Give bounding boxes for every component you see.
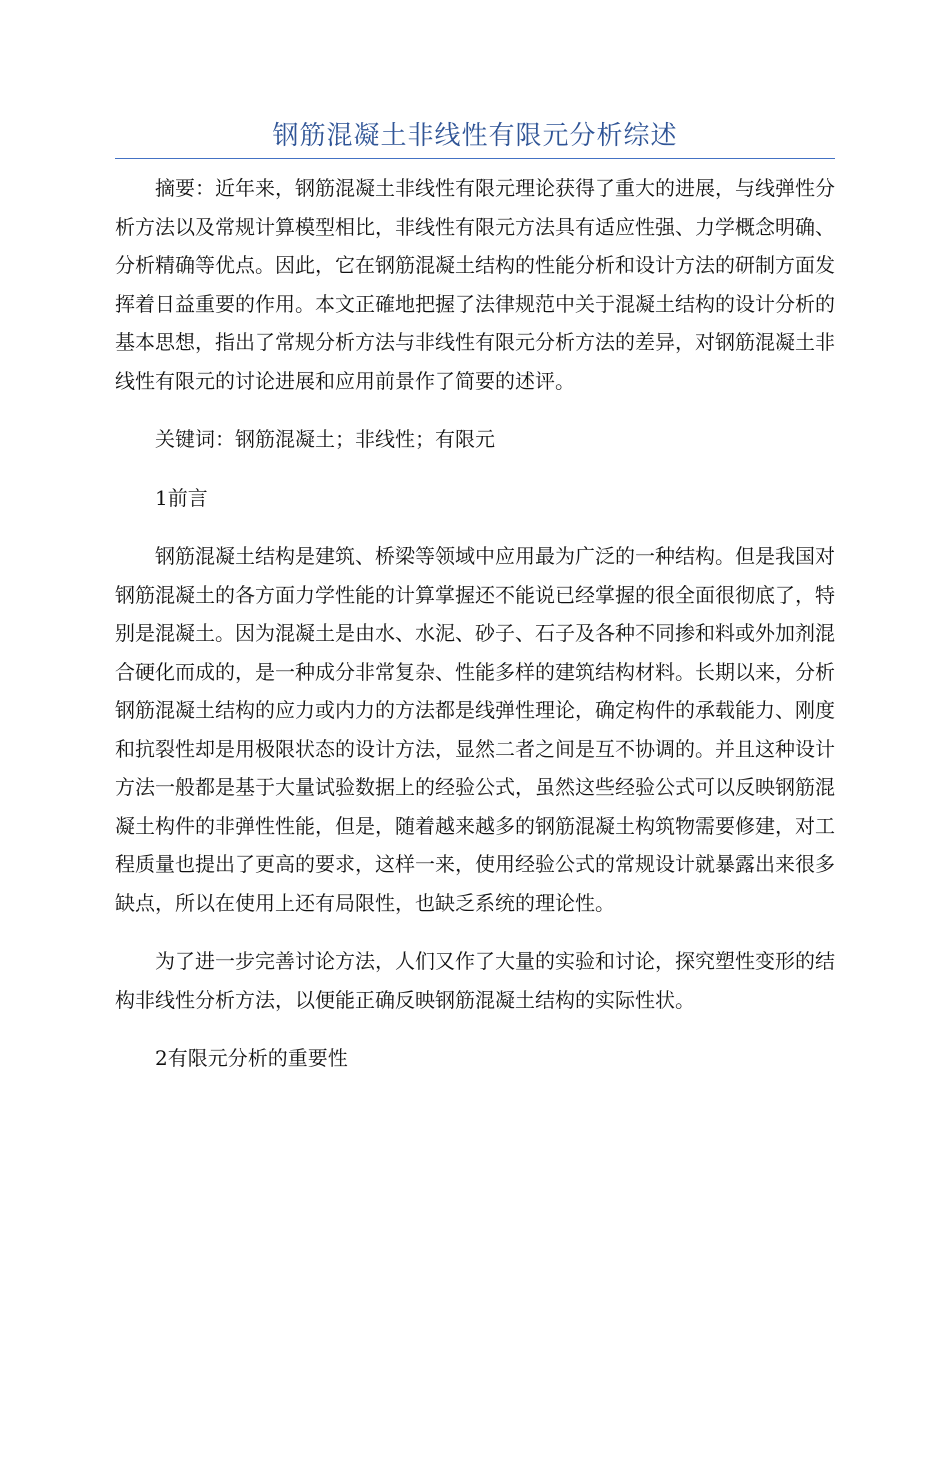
document-page xyxy=(0,116,950,1460)
section-heading-1: 1前言 xyxy=(155,485,208,510)
body-paragraph-1: 钢筋混凝土结构是建筑、桥梁等领域中应用最为广泛的一种结构。但是我国对钢筋混凝土的各方面力学性能的计算掌握还不能说已经掌握的很全面很彻底了，特别是混凝土。因为混凝土是由水、水泥、砂子、石子及各种不同掺和料或外加剂混合硬化而成的，是一种成分非常复杂、性能多样的建筑结构材料。长期以来，分析钢筋混凝土结构的应力或内力的方法都是线弹性理论，确定构件的承载能力、刚度和抗裂性却是用极限状态的设计方法，显然二者之间是互不协调的。并且这种设计方法一般都是基于大量试验数据上的经验公式，虽然这些经验公式可以反映钢筋混凝土构件的非弹性性能，但是，随着越来越多的钢筋混凝土构筑物需要修建，对工程质量也提出了更高的要求，这样一来，使用经验公式的常规设计就暴露出来很多缺点，所以在使用上还有局限性，也缺乏系统的理论性。 xyxy=(115,544,835,915)
document-body xyxy=(115,169,835,1078)
section-heading-2: 2有限元分析的重要性 xyxy=(155,1046,348,1070)
body-paragraph-2: 为了进一步完善讨论方法，人们又作了大量的实验和讨论，探究塑性变形的结构非线性分析方法，以便能正确反映钢筋混凝土结构的实际性状。 xyxy=(115,949,835,1012)
document-title: 钢筋混凝土非线性有限元分析综述 xyxy=(272,121,678,151)
keywords-paragraph: 关键词：钢筋混凝土；非线性；有限元 xyxy=(155,427,495,451)
abstract-paragraph: 摘要：近年来，钢筋混凝土非线性有限元理论获得了重大的进展，与线弹性分析方法以及常规计算模型相比，非线性有限元方法具有适应性强、力学概念明确、分析精确等优点。因此，它在钢筋混凝土结构的性能分析和设计方法的研制方面发挥着日益重要的作用。本文正確地把握了法律规范中关于混凝土结构的设计分析的基本思想，指出了常规分析方法与非线性有限元分析方法的差异，对钢筋混凝土非线性有限元的讨论进展和应用前景作了简要的述评。 xyxy=(115,176,835,393)
title-underline xyxy=(115,158,835,159)
